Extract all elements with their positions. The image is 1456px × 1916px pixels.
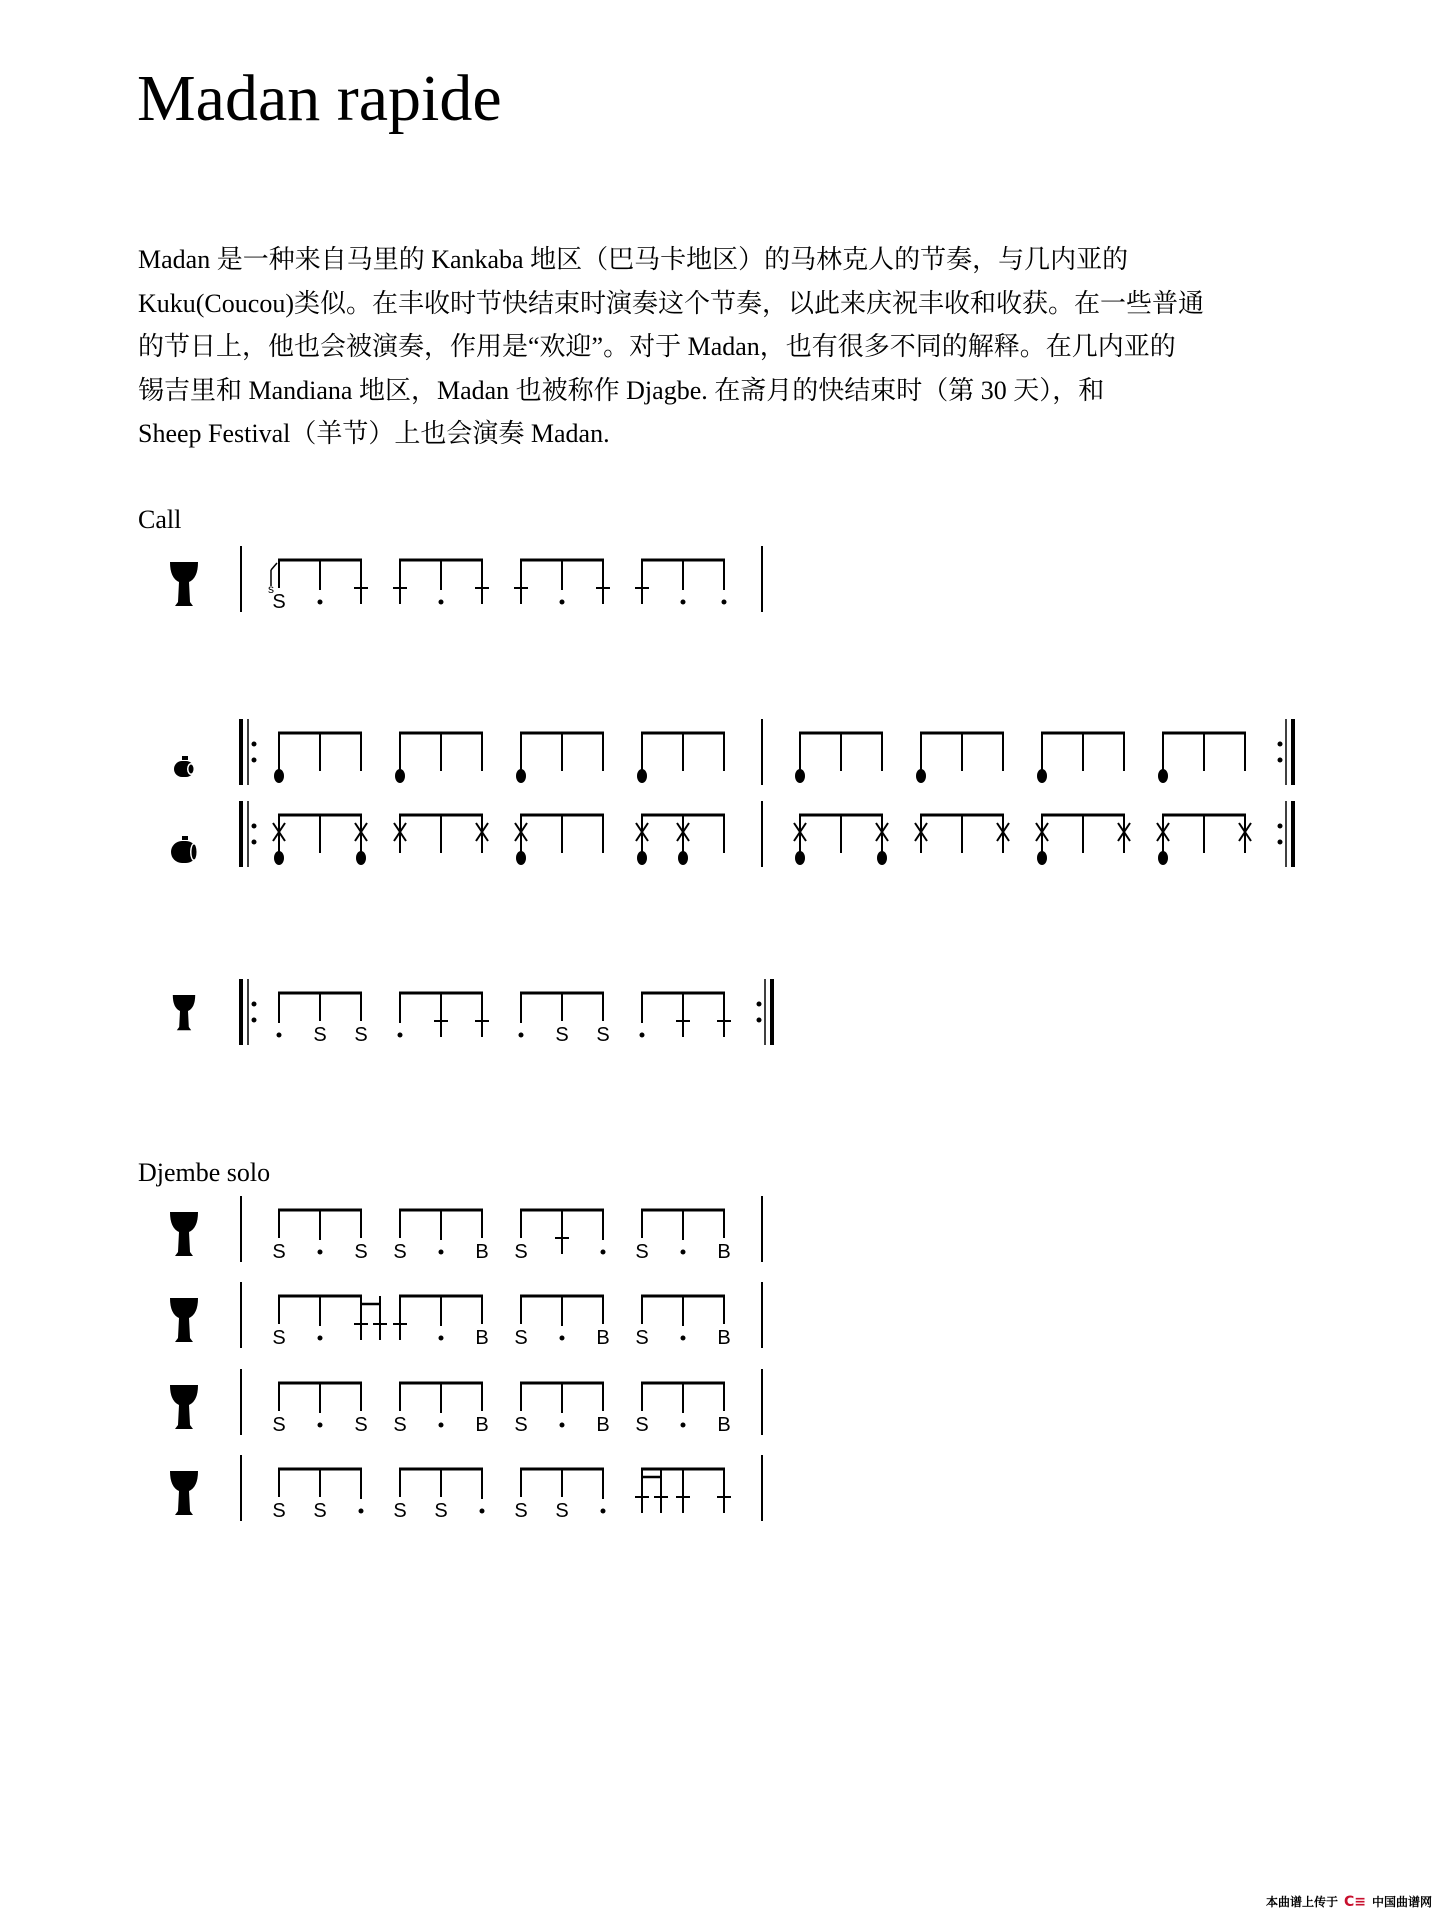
notation-row-dundun-1 — [174, 719, 1293, 785]
notation-row-solo-2 — [170, 1282, 762, 1349]
note-label: B — [717, 1414, 731, 1436]
repeat-dot — [252, 840, 257, 845]
intro-line: 的节日上，他也会被演奏，作用是“欢迎”。对于 Madan，也有很多不同的解释。在几内亚的 — [138, 332, 1176, 361]
note-label: S — [555, 1024, 569, 1046]
rest-dot — [722, 600, 727, 605]
rest-dot — [318, 600, 323, 605]
repeat-dot — [1278, 840, 1283, 845]
note-label: S — [635, 1327, 649, 1349]
note-label: S — [313, 1024, 327, 1046]
bell-dot-icon — [274, 851, 284, 865]
rest-dot — [318, 1336, 323, 1341]
rest-dot — [439, 1423, 444, 1428]
rest-dot — [560, 1336, 565, 1341]
djembe-icon — [170, 1212, 198, 1256]
call-section-label: Call — [138, 505, 182, 534]
note-label: S — [596, 1024, 610, 1046]
rest-dot — [277, 1033, 282, 1038]
note-label: S — [514, 1241, 528, 1263]
note-label: B — [596, 1414, 610, 1436]
intro-line: Sheep Festival（羊节）上也会演奏 Madan. — [138, 419, 610, 448]
bell-dot-icon — [356, 851, 366, 865]
dundun-bell-icon — [182, 836, 188, 840]
notation-row-call — [170, 546, 762, 613]
note-label: B — [596, 1327, 610, 1349]
bell-dot-icon — [916, 769, 926, 783]
rest-dot — [519, 1033, 524, 1038]
note-label: S — [635, 1241, 649, 1263]
rest-dot — [439, 600, 444, 605]
note-label: S — [272, 1500, 286, 1522]
rest-dot — [601, 1509, 606, 1514]
repeat-dot — [252, 758, 257, 763]
note-label: B — [717, 1327, 731, 1349]
note-label: S — [354, 1241, 368, 1263]
note-label: B — [717, 1241, 731, 1263]
djembe-icon — [170, 1298, 198, 1342]
rest-dot — [439, 1336, 444, 1341]
notation-row-solo-4 — [170, 1455, 762, 1522]
djembe-icon — [170, 1471, 198, 1515]
note-label: S — [272, 1241, 286, 1263]
note-label: S — [555, 1500, 569, 1522]
bell-dot-icon — [516, 769, 526, 783]
note-label: S — [272, 1414, 286, 1436]
note-label: S — [393, 1414, 407, 1436]
bell-dot-icon — [1037, 851, 1047, 865]
bell-dot-icon — [274, 769, 284, 783]
bell-dot-icon — [877, 851, 887, 865]
bell-dot-icon — [1158, 769, 1168, 783]
note-label: S — [313, 1500, 327, 1522]
bell-dot-icon — [1037, 769, 1047, 783]
rest-dot — [681, 600, 686, 605]
rest-dot — [318, 1423, 323, 1428]
bell-dot-icon — [795, 769, 805, 783]
notation-row-solo-3 — [170, 1369, 762, 1436]
bell-dot-icon — [395, 769, 405, 783]
rest-dot — [439, 1250, 444, 1255]
notation-row-dundun-2 — [171, 801, 1293, 867]
rest-dot — [480, 1509, 485, 1514]
grace-slash — [271, 563, 277, 570]
repeat-dot — [252, 1002, 257, 1007]
note-label: S — [514, 1414, 528, 1436]
bell-dot-icon — [516, 851, 526, 865]
page-title: Madan rapide — [137, 62, 502, 135]
rest-dot — [681, 1250, 686, 1255]
grace-note-label: s — [268, 582, 274, 596]
note-label: S — [354, 1024, 368, 1046]
intro-line: 锡吉里和 Mandiana 地区，Madan 也被称作 Djagbe. 在斋月的快结束时（第 30 天），和 — [138, 375, 1105, 405]
note-label: S — [272, 1327, 286, 1349]
site-logo: 中国曲谱网 — [1372, 1895, 1433, 1909]
rest-dot — [681, 1423, 686, 1428]
rest-dot — [601, 1250, 606, 1255]
site-logo-icon: C≡ — [1344, 1893, 1367, 1910]
notation-row-solo-1 — [170, 1196, 762, 1263]
bell-dot-icon — [637, 851, 647, 865]
note-label: S — [272, 591, 286, 613]
rest-dot — [560, 1423, 565, 1428]
rest-dot — [398, 1033, 403, 1038]
djembe-icon — [170, 1385, 198, 1429]
solo-section-label: Djembe solo — [138, 1158, 271, 1187]
intro-line: Madan 是一种来自马里的 Kankaba 地区（巴马卡地区）的马林克人的节奏，与几内亚的 — [138, 245, 1129, 274]
note-label: B — [475, 1241, 489, 1263]
dundun-head-icon — [192, 845, 197, 860]
repeat-dot — [757, 1018, 762, 1023]
bell-dot-icon — [795, 851, 805, 865]
djembe-icon — [173, 995, 195, 1030]
rest-dot — [681, 1336, 686, 1341]
note-label: S — [635, 1414, 649, 1436]
uploaded-text: 本曲谱上传于 — [1266, 1895, 1339, 1909]
repeat-dot — [1278, 758, 1283, 763]
repeat-dot — [252, 1018, 257, 1023]
repeat-dot — [1278, 742, 1283, 747]
note-label: B — [475, 1327, 489, 1349]
repeat-dot — [252, 824, 257, 829]
note-label: S — [514, 1500, 528, 1522]
note-label: S — [393, 1241, 407, 1263]
note-label: S — [354, 1414, 368, 1436]
notation-row-djembe-accompaniment — [173, 979, 772, 1046]
intro-line: Kuku(Coucou)类似。在丰收时节快结束时演奏这个节奏，以此来庆祝丰收和收获。在一些普通 — [138, 288, 1204, 318]
note-label: B — [475, 1414, 489, 1436]
rest-dot — [560, 600, 565, 605]
rest-dot — [318, 1250, 323, 1255]
rest-dot — [640, 1033, 645, 1038]
rest-dot — [359, 1509, 364, 1514]
note-label: S — [514, 1327, 528, 1349]
bell-dot-icon — [1158, 851, 1168, 865]
watermark-footer — [1266, 1893, 1432, 1910]
repeat-dot — [252, 742, 257, 747]
dundun-bell-icon — [182, 756, 188, 760]
repeat-dot — [1278, 824, 1283, 829]
bell-dot-icon — [637, 769, 647, 783]
bell-dot-icon — [678, 851, 688, 865]
note-label: S — [393, 1500, 407, 1522]
djembe-icon — [170, 562, 198, 606]
repeat-dot — [757, 1002, 762, 1007]
note-label: S — [434, 1500, 448, 1522]
dundun-head-icon — [189, 765, 194, 774]
